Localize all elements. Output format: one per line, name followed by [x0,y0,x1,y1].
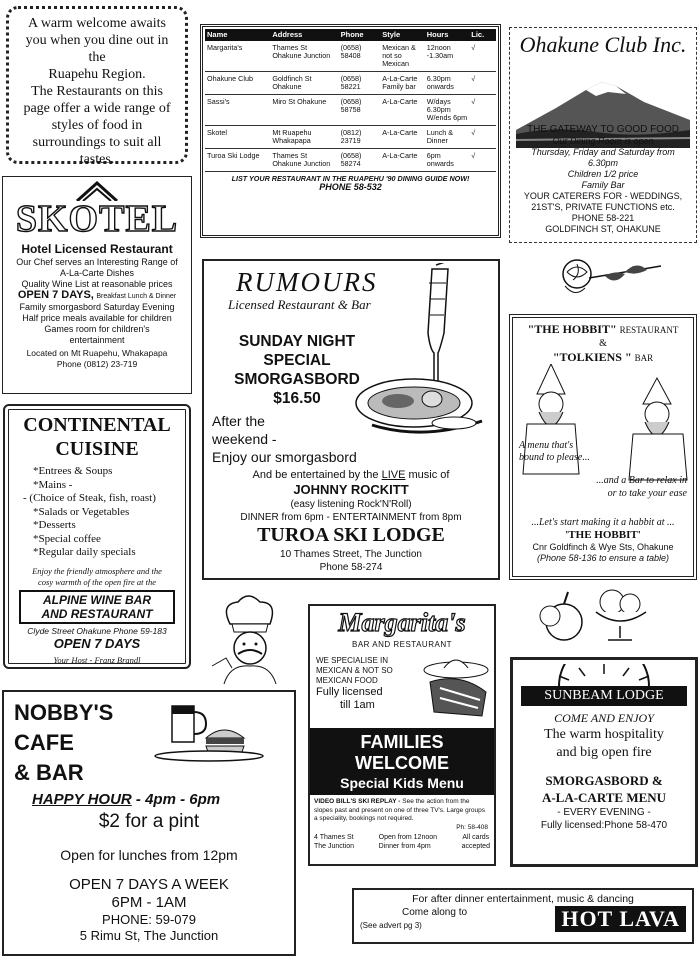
margaritas-hours-line: Open from 12noon [378,834,438,841]
col-header-address: Address [270,29,338,41]
continental-menu-item: *Mains - [33,478,73,491]
alpine-wine-bar: ALPINE WINE BAR [43,592,151,607]
skotel-ad [2,176,192,394]
margaritas-phone: Ph: 58-408 [456,823,488,831]
kids-menu-text: Special Kids Menu [340,775,464,791]
rumours-special-line: SUNDAY NIGHT [238,333,356,350]
cell-address: Miro St Ohakune [270,95,338,126]
continental-menu-item: *Desserts [33,519,76,531]
cell-style: A-La-Carte [380,126,425,149]
welcome-line: the [88,50,106,65]
cell-address: Goldfinch St Ohakune [270,72,338,95]
rumours-artist-note: (easy listening Rock'N'Roll) [290,499,412,510]
hobbit-habit: ...Let's start making it a habbit at ... [531,517,675,528]
skotel-line: Games room for children's [44,324,150,334]
sunbeam-lodge-ad [510,657,698,867]
skotel-location: Located on Mt Ruapehu, Whakapapa [26,348,168,358]
skotel-open [8,290,186,302]
happy-hour-line [14,790,284,810]
nobbys-title-line: NOBBY'S [14,700,114,725]
cell-phone: (0812) 23719 [339,126,381,149]
dining-guide-table-box [200,24,501,238]
margaritas-licensed: Fully licensed [316,686,383,698]
continental-address: Clyde Street Ohakune Phone 59-183 [27,625,167,636]
continental-enjoy [11,566,183,588]
cell-hours: 6.30pm onwards [425,72,470,95]
hobbit-menu-line: A menu that's [519,440,574,451]
cell-name: Margarita's [205,41,270,72]
table-row [205,126,496,149]
continental-menu-item: - (Choice of Steak, fish, roast) [23,492,156,504]
continental-menu-item: *Salads or Vegetables [33,505,130,518]
alpine-restaurant: AND RESTAURANT [41,606,153,621]
continental-menu-item: *Entrees & Soups [33,465,113,477]
rumours-music-pre: And be entertained by the [252,469,382,481]
tolkiens-bar: BAR [634,353,654,363]
cell-lic: √ [469,72,496,95]
video-bill-text [310,795,494,824]
hot-lava-come: Come along to [402,907,468,918]
cell-style: A-La-Carte [380,149,425,172]
club-title: Ohakune Club Inc. [519,32,687,57]
beer-and-burger-illustration [154,702,264,764]
cell-lic: √ [469,41,496,72]
continental-open: OPEN 7 DAYS [53,635,141,651]
chef-illustration [210,594,290,686]
cell-style: Mexican & not so Mexican [380,41,425,72]
ohakune-club-ad [509,27,697,243]
tolkiens-name: "TOLKIENS " [552,350,632,364]
margaritas-hours [379,833,437,851]
table-footer-line: LIST YOUR RESTAURANT IN THE RUAPEHU '90 DINING GUIDE NOW! [231,174,470,183]
skotel-line: entertainment [69,335,125,345]
alpine-wine-bar-box [19,590,175,624]
table-header-row [205,29,496,41]
margaritas-special-line: MEXICAN & NOT SO [316,666,393,675]
rumours-special-line: SMORGASBORD [234,371,360,388]
margaritas-address-line: The Junction [314,843,355,850]
sunbeam-menu-line: A-LA-CARTE MENU [541,790,667,805]
hot-lava-line: For after dinner entertainment, music & dancing [412,893,634,905]
skotel-open-days: OPEN 7 DAYS, [17,289,94,301]
continental-enjoy-line: Enjoy the friendly atmosphere and the [32,565,162,576]
margaritas-ad [308,604,496,866]
club-phone: PHONE 58-221 [571,213,635,223]
skotel-open-meals: Breakfast Lunch & Dinner [96,293,177,300]
welcome-line: you when you dine out in [25,33,169,48]
pint-price: $2 for a pint [98,811,200,832]
skotel-line: Family smorgasbord Saturday Evening [19,302,175,312]
nobbys-open [14,876,284,912]
skotel-logo: SKOTEL [15,198,179,240]
margaritas-licensed-time: till 1am [340,699,375,711]
continental-enjoy-line: cosy warmth of the open fire at the [38,576,156,587]
continental-cuisine-ad [3,404,191,669]
welcome-box [6,6,188,167]
hobbit-bar-text [596,474,687,500]
cell-hours: Lunch & Dinner [425,126,470,149]
welcome-line: surroundings to suit all [32,135,162,150]
sunrise-icon [519,664,689,686]
welcome-line: Ruapehu Region. [48,67,146,82]
club-line: Family Bar [581,180,625,190]
club-caterers: 21ST'S, PRIVATE FUNCTIONS etc. [531,202,675,212]
cell-address: Thames St Ohakune Junction [270,149,338,172]
families-welcome-banner [310,728,494,795]
col-header-name: Name [205,29,270,41]
skotel-phone: Phone (0812) 23-719 [56,359,138,369]
skotel-line: Half price meals available for children [22,313,172,323]
col-header-hours: Hours [425,29,470,41]
dining-guide-table [205,29,496,172]
rumours-special-line: SPECIAL [263,352,331,369]
cell-address: Thames St Ohakune Junction [270,41,338,72]
sunbeam-menu [517,772,691,806]
cell-name: Skotel [205,126,270,149]
nobbys-title-line: & BAR [14,760,84,785]
cell-style: A-La-Carte [380,95,425,126]
welcome-line: A warm welcome awaits [27,16,166,31]
rumours-after-line: weekend - [212,431,277,447]
hot-lava-see: (See advert pg 3) [360,921,422,930]
welcome-text: WELCOME [355,753,449,773]
nobbys-address: 5 Rimu St, The Junction [79,928,219,943]
hot-lava-left [360,906,467,932]
hot-lava-logo: HOT LAVA [555,906,686,932]
rumours-address: 10 Thames Street, The Junction [280,549,422,560]
cell-phone: (0658) 58274 [339,149,381,172]
skotel-line: A-La-Carte Dishes [59,268,135,278]
hobbit-the-hobbit: 'THE HOBBIT' [565,529,641,541]
hobbit-amp: & [599,338,607,349]
club-line: Our Dining Room is open [552,136,654,146]
nobbys-lunch: Open for lunches from 12pm [60,847,238,863]
cell-lic: √ [469,126,496,149]
rumours-special-line: $16.50 [273,390,321,407]
nobbys-title-line: CAFE [14,730,74,755]
rumours-times: DINNER from 6pm - ENTERTAINMENT from 8pm [240,512,462,523]
margaritas-logo: Margarita's [310,606,494,640]
cell-phone: (0658) 58221 [339,72,381,95]
continental-menu-item: *Regular daily specials [33,546,136,558]
margaritas-footer [310,832,494,852]
table-footer-phone: PHONE 58-532 [319,182,382,192]
hobbit-name: "THE HOBBIT" [527,322,617,336]
skotel-subtitle: Hotel Licensed Restaurant [21,242,173,256]
hot-lava-row [360,906,686,932]
hobbit-address: Cnr Goldfinch & Wye Sts, Ohakune [532,542,674,552]
rumours-title: RUMOURS [236,267,378,297]
hobbit-menu-text [519,440,590,464]
margaritas-special-line: WE SPECIALISE IN [316,656,389,665]
sunbeam-come: COME AND ENJOY [554,711,654,725]
hobbit-bar-line: ...and a Bar to relax in [596,475,687,486]
cell-address: Mt Ruapehu Whakapapa [270,126,338,149]
rumours-music-post: music of [405,469,450,481]
rumours-ad [202,259,500,580]
cell-style: A-La-Carte Family bar [380,72,425,95]
rumours-after-line: Enjoy our smorgasbord [212,449,357,465]
margaritas-cards-line: All cards [462,834,490,841]
sunbeam-warm-line: The warm hospitality [544,727,664,742]
continental-host: Your Host - Franz Brandl [53,654,141,665]
club-caterers: YOUR CATERERS FOR - WEDDINGS, [523,191,683,201]
margaritas-special-line: MEXICAN FOOD [316,676,378,685]
cell-phone: (0658) 58758 [339,95,381,126]
sunbeam-warm [517,726,691,762]
hobbit-phone: (Phone 58-136 to ensure a table) [536,553,670,563]
club-line: Children 1/2 price [567,169,639,179]
rumours-phone: Phone 58-274 [319,562,383,573]
table-row [205,41,496,72]
video-bill-body: See the action from the slopes past and present on one of three TV's. Large groups a speciality, bookings not required. [314,798,485,822]
cell-hours: W/days 6.30pm W/ends 6pm [425,95,470,126]
nobbys-open-line: 6PM - 1AM [111,894,187,911]
rumours-subtitle: Licensed Restaurant & Bar [228,297,371,312]
nobbys-phone: PHONE: 59-079 [102,912,196,927]
club-address: GOLDFINCH ST, OHAKUNE [545,224,661,234]
sombrero-man-illustration [410,652,490,722]
margaritas-cards [462,833,490,851]
continental-title: CONTINENTAL [23,414,171,436]
fruit-bowl-illustration [536,586,654,648]
cell-lic: √ [469,95,496,126]
col-header-phone: Phone [339,29,381,41]
cell-name: Ohakune Club [205,72,270,95]
club-line: 6.30pm [587,158,619,168]
cell-hours: 6pm onwards [425,149,470,172]
continental-menu [11,465,183,560]
skotel-line: Quality Wine List at reasonable prices [21,279,173,289]
table-row [205,149,496,172]
hobbit-title-1 [517,322,689,338]
welcome-line: page offer a wide range of [23,101,171,116]
cell-name: Sassi's [205,95,270,126]
nobbys-cafe-ad [2,690,296,956]
col-header-lic: Lic. [469,29,496,41]
margaritas-specials-area [310,650,494,728]
continental-menu-item: *Special coffee [33,532,101,545]
margaritas-address-line: 4 Thames St [314,834,354,841]
cell-lic: √ [469,149,496,172]
club-line: Thursday, Friday and Saturday from [531,147,675,157]
happy-hour-label: HAPPY HOUR [32,791,132,808]
cocktail-and-platter-illustration [354,263,494,441]
sunbeam-every: - EVERY EVENING - [557,807,651,818]
cell-phone: (0658) 58408 [339,41,381,72]
cell-hours: 12noon -1.30am [425,41,470,72]
skotel-line: Our Chef serves an Interesting Range of [16,257,178,267]
welcome-line: tastes. [79,152,115,167]
video-bill-title: VIDEO BILL'S SKI REPLAY - [314,798,401,805]
rumours-artist: JOHNNY ROCKITT [293,482,409,497]
welcome-line: The Restaurants on this [31,84,163,99]
margaritas-subtitle: BAR AND RESTAURANT [352,640,452,649]
rumours-music-live: LIVE [381,469,406,481]
rumours-venue: TUROA SKI LODGE [257,524,445,546]
hobbit-restaurant: RESTAURANT [619,325,679,335]
nobbys-open-line: OPEN 7 DAYS A WEEK [69,876,229,893]
table-row [205,95,496,126]
margaritas-hours-line: Dinner from 4pm [378,843,431,850]
margaritas-address [314,833,354,851]
rose-illustration [555,250,665,308]
cuisine-title: CUISINE [55,438,139,460]
families-text: FAMILIES [360,732,444,752]
club-tagline: THE GATEWAY TO GOOD FOOD [526,124,680,135]
margaritas-cards-line: accepted [461,843,490,850]
sunbeam-menu-line: SMORGASBORD & [545,773,663,788]
hot-lava-ad [352,888,694,944]
hobbit-menu-line: bound to please... [519,452,590,463]
hobbit-ad [509,314,697,580]
sunbeam-warm-line: and big open fire [556,745,652,760]
hobbit-footer [517,516,689,564]
cell-name: Turoa Ski Lodge [205,149,270,172]
sunbeam-licensed: Fully licensed:Phone 58-470 [540,820,668,831]
happy-hour-time: - 4pm - 6pm [131,791,221,808]
col-header-style: Style [380,29,425,41]
table-footer [205,174,496,192]
hobbit-figures-illustration [517,364,689,484]
welcome-line: styles of food in [51,118,143,133]
rumours-music [212,468,490,482]
hobbit-bar-line: or to take your ease [607,488,687,499]
table-row [205,72,496,95]
sunbeam-title: SUNBEAM LODGE [521,686,687,706]
rumours-after-line: After the [212,413,265,429]
